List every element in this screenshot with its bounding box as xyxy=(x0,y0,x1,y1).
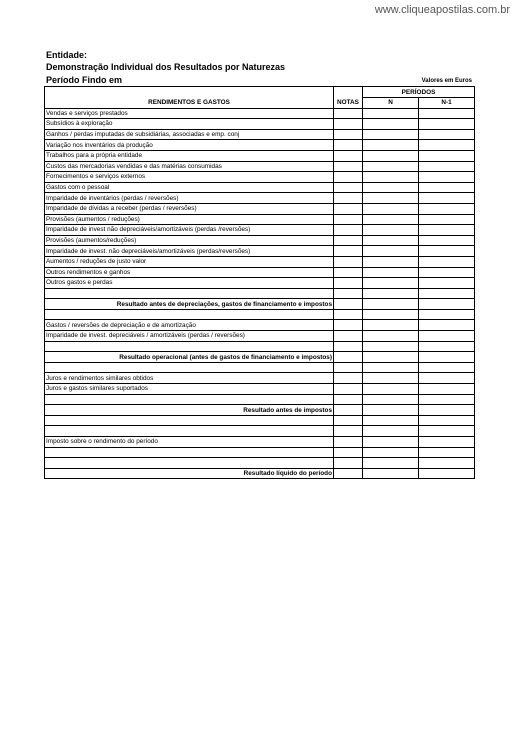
n1-value-cell[interactable] xyxy=(419,394,475,405)
n1-value-cell[interactable] xyxy=(419,405,475,416)
n1-value-cell[interactable] xyxy=(419,299,475,310)
n1-value-cell[interactable] xyxy=(419,256,475,267)
table-row xyxy=(45,225,475,236)
n1-value-cell[interactable] xyxy=(419,468,475,479)
notas-cell[interactable] xyxy=(334,182,363,193)
row-label xyxy=(45,394,334,405)
currency-note: Valores em Euros xyxy=(421,78,472,84)
n-value-cell[interactable] xyxy=(363,458,419,469)
n-value-cell[interactable] xyxy=(363,447,419,458)
table-row xyxy=(45,309,475,320)
n-value-cell[interactable] xyxy=(363,193,419,204)
notas-cell[interactable] xyxy=(334,278,363,289)
row-label: Provisões (aumentos / reduções) xyxy=(45,214,334,225)
n1-value-cell[interactable] xyxy=(419,150,475,161)
table-row xyxy=(45,140,475,151)
n1-value-cell[interactable] xyxy=(419,140,475,151)
n1-value-cell[interactable] xyxy=(419,129,475,140)
row-label: Imparidade de invest. não depreciáveis/amortizáveis (perdas/reversões) xyxy=(45,246,334,257)
notas-cell[interactable] xyxy=(334,405,363,416)
row-label xyxy=(45,415,334,426)
n-value-cell[interactable] xyxy=(363,172,419,183)
table-row xyxy=(45,352,475,363)
n-value-cell[interactable] xyxy=(363,161,419,172)
n-value-cell[interactable] xyxy=(363,246,419,257)
n1-value-cell[interactable] xyxy=(419,458,475,469)
notas-cell[interactable] xyxy=(334,415,363,426)
notas-cell[interactable] xyxy=(334,426,363,437)
row-label: Fornecimentos e serviços externos xyxy=(45,172,334,183)
n-value-cell[interactable] xyxy=(363,214,419,225)
n-value-cell[interactable] xyxy=(363,352,419,363)
notas-cell[interactable] xyxy=(334,309,363,320)
table-header-row-bottom xyxy=(45,98,475,109)
table-row xyxy=(45,405,475,416)
entity-label: Entidade: xyxy=(46,50,88,60)
notas-cell[interactable] xyxy=(334,119,363,130)
notas-cell[interactable] xyxy=(334,362,363,373)
row-label: Outros rendimentos e ganhos xyxy=(45,267,334,278)
n1-value-cell[interactable] xyxy=(419,384,475,395)
n-value-cell[interactable] xyxy=(363,129,419,140)
n-value-cell[interactable] xyxy=(363,384,419,395)
n-value-cell[interactable] xyxy=(363,426,419,437)
n-value-cell[interactable] xyxy=(363,437,419,448)
n1-value-cell[interactable] xyxy=(419,331,475,342)
n1-value-cell[interactable] xyxy=(419,447,475,458)
notas-header: NOTAS xyxy=(334,98,363,109)
table-row xyxy=(45,394,475,405)
n1-value-cell[interactable] xyxy=(419,415,475,426)
notas-cell[interactable] xyxy=(334,394,363,405)
row-label: Juros e gastos similares suportados xyxy=(45,384,334,395)
row-label xyxy=(45,458,334,469)
table-row xyxy=(45,437,475,448)
table-row xyxy=(45,129,475,140)
n-value-cell[interactable] xyxy=(363,299,419,310)
notas-cell[interactable] xyxy=(334,341,363,352)
notas-cell[interactable] xyxy=(334,235,363,246)
table-row xyxy=(45,108,475,119)
row-label xyxy=(45,341,334,352)
row-label: Imparidade de inventários (perdas / reversões) xyxy=(45,193,334,204)
notas-cell[interactable] xyxy=(334,267,363,278)
n-value-cell[interactable] xyxy=(363,108,419,119)
n-value-cell[interactable] xyxy=(363,288,419,299)
n1-value-cell[interactable] xyxy=(419,161,475,172)
table-row xyxy=(45,161,475,172)
table-row xyxy=(45,267,475,278)
notas-cell[interactable] xyxy=(334,447,363,458)
n-value-cell[interactable] xyxy=(363,203,419,214)
row-label xyxy=(45,447,334,458)
n-value-cell[interactable] xyxy=(363,415,419,426)
header-blank-desc xyxy=(45,87,334,98)
table-row xyxy=(45,320,475,331)
row-label: Resultado operacional (antes de gastos de financiamento e impostos) xyxy=(45,352,334,363)
n-value-cell[interactable] xyxy=(363,182,419,193)
n-value-cell[interactable] xyxy=(363,256,419,267)
notas-cell[interactable] xyxy=(334,288,363,299)
notas-cell[interactable] xyxy=(334,256,363,267)
row-label: Variação nos inventários da produção xyxy=(45,140,334,151)
n1-value-cell[interactable] xyxy=(419,309,475,320)
table-row xyxy=(45,331,475,342)
row-label: Gastos com o pessoal xyxy=(45,182,334,193)
n-header: N xyxy=(363,98,419,109)
table-header-row-top xyxy=(45,87,475,98)
n1-value-cell[interactable] xyxy=(419,193,475,204)
table-row xyxy=(45,362,475,373)
notas-cell[interactable] xyxy=(334,384,363,395)
row-label: Provisões (aumentos/reduções) xyxy=(45,235,334,246)
n1-value-cell[interactable] xyxy=(419,373,475,384)
n1-value-cell[interactable] xyxy=(419,214,475,225)
notas-cell[interactable] xyxy=(334,172,363,183)
n-value-cell[interactable] xyxy=(363,309,419,320)
n1-value-cell[interactable] xyxy=(419,362,475,373)
n-value-cell[interactable] xyxy=(363,119,419,130)
n-value-cell[interactable] xyxy=(363,331,419,342)
table-row xyxy=(45,288,475,299)
notas-cell[interactable] xyxy=(334,203,363,214)
notas-cell[interactable] xyxy=(334,373,363,384)
table-row xyxy=(45,447,475,458)
n1-value-cell[interactable] xyxy=(419,172,475,183)
table-row xyxy=(45,384,475,395)
n-value-cell[interactable] xyxy=(363,235,419,246)
table-row xyxy=(45,193,475,204)
notas-cell[interactable] xyxy=(334,140,363,151)
row-label: Custos das mercadorias vendidas e das matérias consumidas xyxy=(45,161,334,172)
row-label: Imparidade de dívidas a receber (perdas / reversões) xyxy=(45,203,334,214)
n1-value-cell[interactable] xyxy=(419,182,475,193)
n-value-cell[interactable] xyxy=(363,150,419,161)
n-value-cell[interactable] xyxy=(363,394,419,405)
table-row xyxy=(45,203,475,214)
notas-cell[interactable] xyxy=(334,161,363,172)
table-row xyxy=(45,468,475,479)
n1-value-cell[interactable] xyxy=(419,246,475,257)
n-value-cell[interactable] xyxy=(363,341,419,352)
table-row xyxy=(45,415,475,426)
table-row xyxy=(45,246,475,257)
n-value-cell[interactable] xyxy=(363,140,419,151)
row-label: Gastos / reversões de depreciação e de amortização xyxy=(45,320,334,331)
table-row xyxy=(45,214,475,225)
notas-cell[interactable] xyxy=(334,129,363,140)
n-value-cell[interactable] xyxy=(363,320,419,331)
n1-value-cell[interactable] xyxy=(419,203,475,214)
n1-value-cell[interactable] xyxy=(419,267,475,278)
row-label xyxy=(45,309,334,320)
watermark-url: www.cliqueapostilas.com.br xyxy=(374,4,510,16)
income-statement-table xyxy=(44,86,475,479)
n1-value-cell[interactable] xyxy=(419,437,475,448)
n1-value-cell[interactable] xyxy=(419,235,475,246)
notas-cell[interactable] xyxy=(334,437,363,448)
row-label xyxy=(45,288,334,299)
notas-cell[interactable] xyxy=(334,150,363,161)
notas-cell[interactable] xyxy=(334,108,363,119)
row-label: Trabalhos para a própria entidade xyxy=(45,150,334,161)
n1-value-cell[interactable] xyxy=(419,278,475,289)
row-label: Ganhos / perdas imputadas de subsidiárias, associadas e emp. conj xyxy=(45,129,334,140)
n-value-cell[interactable] xyxy=(363,225,419,236)
table-row xyxy=(45,182,475,193)
row-label: Outros gastos e perdas xyxy=(45,278,334,289)
n1-value-cell[interactable] xyxy=(419,352,475,363)
document-title: Demonstração Individual dos Resultados por Naturezas xyxy=(46,62,286,72)
n1-value-cell[interactable] xyxy=(419,320,475,331)
table-row xyxy=(45,426,475,437)
row-label: Aumentos / reduções de justo valor xyxy=(45,256,334,267)
n1-value-cell[interactable] xyxy=(419,341,475,352)
n-value-cell[interactable] xyxy=(363,373,419,384)
periods-header: PERÍODOS xyxy=(363,87,475,98)
row-label: Juros e rendimentos similares obtidos xyxy=(45,373,334,384)
table-row xyxy=(45,341,475,352)
n1-value-cell[interactable] xyxy=(419,426,475,437)
table-row xyxy=(45,235,475,246)
table-row xyxy=(45,150,475,161)
row-label xyxy=(45,426,334,437)
notas-cell[interactable] xyxy=(334,193,363,204)
notas-cell[interactable] xyxy=(334,352,363,363)
rendimentos-header: RENDIMENTOS E GASTOS xyxy=(45,98,334,109)
row-label: Imposto sobre o rendimento do período xyxy=(45,437,334,448)
notas-cell[interactable] xyxy=(334,458,363,469)
row-label: Vendas e serviços prestados xyxy=(45,108,334,119)
notas-cell[interactable] xyxy=(334,214,363,225)
notas-cell[interactable] xyxy=(334,299,363,310)
table-row xyxy=(45,119,475,130)
n1-value-cell[interactable] xyxy=(419,225,475,236)
n1-value-cell[interactable] xyxy=(419,288,475,299)
notas-cell[interactable] xyxy=(334,225,363,236)
n-value-cell[interactable] xyxy=(363,362,419,373)
n1-value-cell[interactable] xyxy=(419,119,475,130)
row-label: Imparidade de invest não depreciáveis/amortizáveis (perdas /reversões) xyxy=(45,225,334,236)
notas-cell[interactable] xyxy=(334,246,363,257)
row-label: Resultado líquido do período xyxy=(45,468,334,479)
row-label: Subsídios à exploração xyxy=(45,119,334,130)
n1-value-cell[interactable] xyxy=(419,108,475,119)
table-row xyxy=(45,278,475,289)
n1-header: N-1 xyxy=(419,98,475,109)
table-row xyxy=(45,299,475,310)
n-value-cell[interactable] xyxy=(363,267,419,278)
table-row xyxy=(45,458,475,469)
table-row xyxy=(45,172,475,183)
n-value-cell[interactable] xyxy=(363,405,419,416)
n-value-cell[interactable] xyxy=(363,278,419,289)
table-row xyxy=(45,373,475,384)
header-blank-notas xyxy=(334,87,363,98)
row-label: Resultado antes de impostos xyxy=(45,405,334,416)
row-label xyxy=(45,362,334,373)
row-label: Resultado antes de depreciações, gastos de financiamento e impostos xyxy=(45,299,334,310)
notas-cell[interactable] xyxy=(334,320,363,331)
row-label: Imparidade de invest. depreciáveis / amortizáveis (perdas / reversões) xyxy=(45,331,334,342)
period-label: Período Findo em xyxy=(46,75,123,85)
table-row xyxy=(45,256,475,267)
n-value-cell[interactable] xyxy=(363,468,419,479)
notas-cell[interactable] xyxy=(334,331,363,342)
table-body xyxy=(45,108,475,479)
notas-cell[interactable] xyxy=(334,468,363,479)
